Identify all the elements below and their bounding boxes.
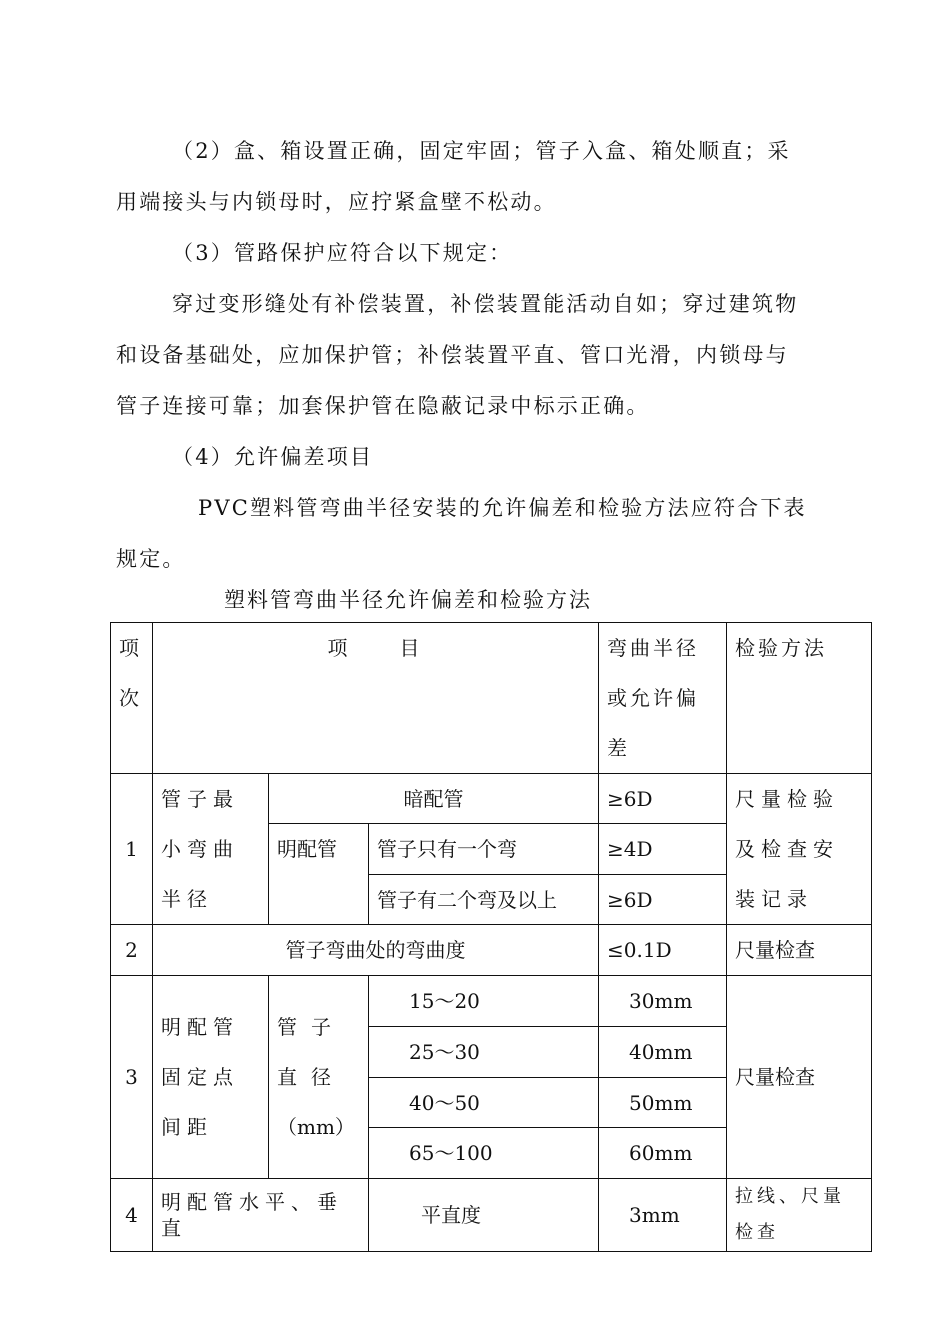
- header-method: 检验方法: [727, 623, 872, 774]
- paragraph-protection-rules: 穿过变形缝处有补偿装置，补偿装置能活动自如；穿过建筑物和设备基础处，应加保护管；补偿装置平直、管口光滑，内锁母与管子连接可靠；加套保护管在隐蔽记录中标示正确。: [116, 292, 799, 418]
- row1-case-one: 管子只有一个弯: [369, 824, 599, 875]
- row4-method: 拉线、尺量检查: [727, 1179, 872, 1252]
- row2-tol: ≤0.1D: [599, 925, 727, 976]
- table-row: [111, 976, 872, 1027]
- header-tolerance: 弯曲半径或允许偏差: [599, 623, 727, 774]
- row1-concealed: 暗配管: [269, 774, 599, 824]
- table-row: [111, 925, 872, 976]
- row3-method: 尺量检查: [727, 976, 872, 1179]
- header-index: 项次: [111, 623, 153, 774]
- table-caption: 塑料管弯曲半径允许偏差和检验方法: [224, 588, 592, 612]
- row3-tol-3: 50mm: [599, 1078, 727, 1128]
- row1-index: 1: [111, 774, 153, 925]
- row4-index: 4: [111, 1179, 153, 1252]
- row3-unit: （mm）: [277, 1115, 355, 1139]
- row3-sub-cell: [269, 976, 369, 1179]
- row3-range-4: 65～100: [369, 1128, 599, 1179]
- row1-tol-two: ≥6D: [599, 875, 727, 925]
- row3-range-2: 25～30: [369, 1027, 599, 1078]
- row1-method: 尺量检验及检查安装记录: [727, 774, 872, 925]
- row4-item: 明配管水平、垂直: [153, 1179, 369, 1252]
- row3-item: 明配管固定点间距: [153, 976, 269, 1179]
- row1-tol-one: ≥4D: [599, 824, 727, 875]
- row3-index: 3: [111, 976, 153, 1179]
- tolerance-table: [110, 622, 872, 1252]
- row3-tol-4: 60mm: [599, 1128, 727, 1179]
- row3-tol-1: 30mm: [599, 976, 727, 1027]
- paragraph-box-installation: （2）盒、箱设置正确，固定牢固；管子入盒、箱处顺直；采用端接头与内锁母时，应拧紧盒壁不松动。: [116, 139, 791, 214]
- paragraph-protection-heading: （3）管路保护应符合以下规定：: [172, 241, 513, 265]
- paragraph-table-intro: PVC塑料管弯曲半径安装的允许偏差和检验方法应符合下表规定。: [116, 496, 807, 571]
- row3-sub: 管子直径: [277, 1015, 345, 1089]
- row2-item: 管子弯曲处的弯曲度: [153, 925, 599, 976]
- row3-range-3: 40～50: [369, 1078, 599, 1128]
- table-row: [111, 1179, 872, 1252]
- row3-tol-2: 40mm: [599, 1027, 727, 1078]
- row2-method: 尺量检查: [727, 925, 872, 976]
- row1-item: 管子最小弯曲半径: [153, 774, 269, 925]
- paragraph-tolerance-heading: （4）允许偏差项目: [172, 445, 374, 469]
- table-row: [111, 774, 872, 824]
- header-item: 项 目: [153, 623, 599, 774]
- row4-tol: 3mm: [599, 1179, 727, 1252]
- table-header-row: [111, 623, 872, 774]
- row1-case-two: 管子有二个弯及以上: [369, 875, 599, 925]
- row3-range-1: 15～20: [369, 976, 599, 1027]
- row1-tol-concealed: ≥6D: [599, 774, 727, 824]
- row4-sub: 平直度: [369, 1179, 599, 1252]
- row1-exposed: 明配管: [269, 824, 369, 925]
- row2-index: 2: [111, 925, 153, 976]
